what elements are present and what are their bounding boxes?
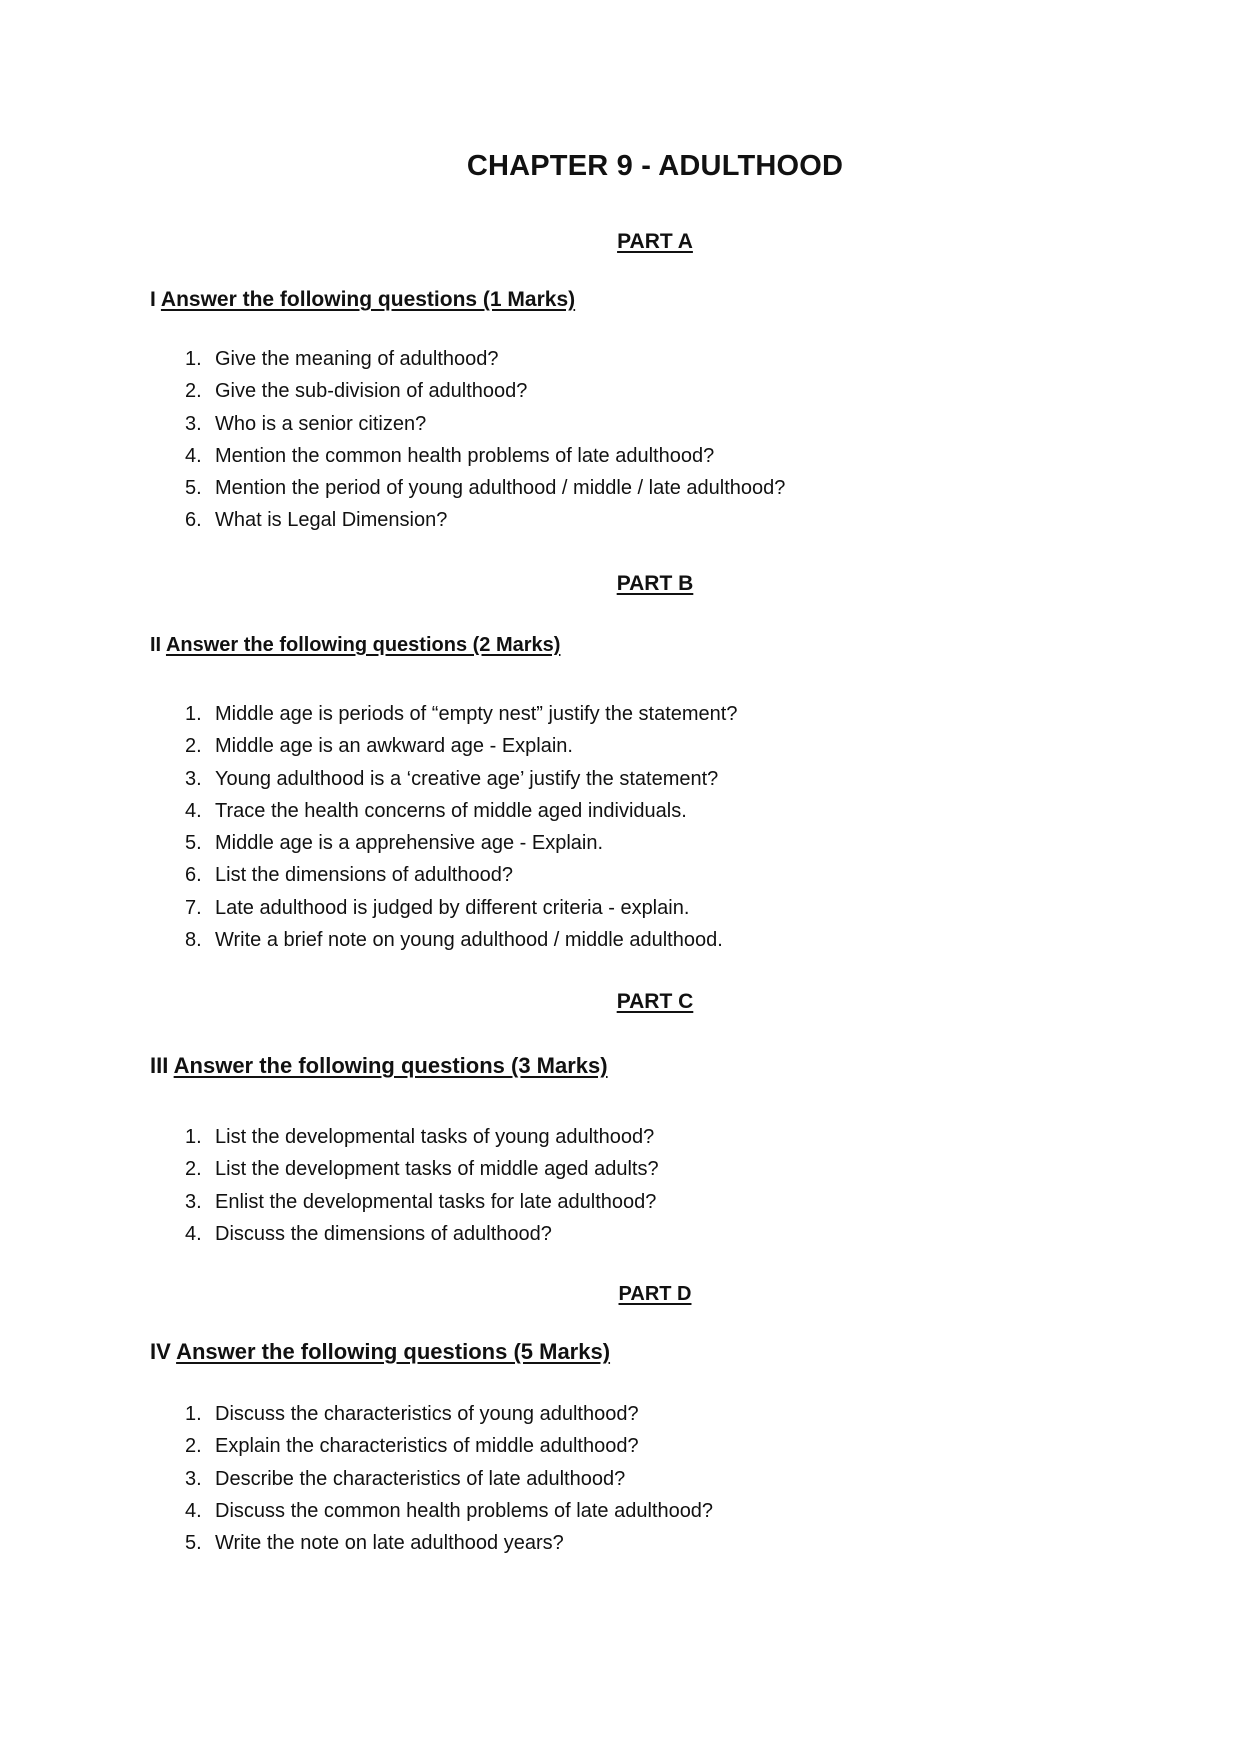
part-c-roman: III — [150, 1053, 169, 1078]
list-item — [185, 1527, 713, 1559]
list-item — [185, 1186, 659, 1218]
item-number: 2. — [185, 380, 202, 403]
list-item — [185, 892, 737, 924]
question-text: Mention the common health problems of late adulthood? — [215, 444, 715, 467]
list-item — [185, 1463, 713, 1495]
part-c-heading: PART C — [616, 990, 694, 1013]
item-number: 4. — [185, 1499, 202, 1522]
question-text: Trace the health concerns of middle aged individuals. — [215, 799, 687, 822]
item-number: 6. — [185, 864, 202, 887]
question-text: List the development tasks of middle aged adults? — [215, 1158, 659, 1181]
list-item — [185, 1495, 713, 1527]
list-item — [185, 859, 737, 891]
item-number: 2. — [185, 735, 202, 758]
question-text: Enlist the developmental tasks for late adulthood? — [215, 1190, 657, 1213]
item-number: 1. — [185, 703, 202, 725]
list-item — [185, 1121, 659, 1153]
part-b-instruction-text: Answer the following questions (2 Marks) — [165, 634, 561, 656]
part-d-instruction-text: Answer the following questions (5 Marks) — [176, 1339, 611, 1364]
list-item — [185, 343, 785, 375]
item-number: 2. — [185, 1435, 202, 1458]
question-text: List the developmental tasks of young adulthood? — [215, 1126, 655, 1148]
question-text: What is Legal Dimension? — [215, 509, 448, 532]
question-text: Explain the characteristics of middle adulthood? — [215, 1435, 639, 1458]
part-a-instruction — [150, 288, 575, 312]
part-a-heading: PART A — [617, 230, 693, 253]
question-text: Young adulthood is a ‘creative age’ justify the statement? — [215, 767, 719, 790]
list-item — [185, 730, 737, 762]
part-a-roman: I — [150, 288, 156, 311]
item-number: 7. — [185, 896, 202, 919]
list-item — [185, 698, 737, 730]
part-b-instruction — [150, 634, 560, 657]
list-item — [185, 1398, 713, 1430]
item-number: 1. — [185, 1126, 202, 1148]
part-b-question-list — [185, 698, 737, 956]
item-number: 4. — [185, 444, 202, 467]
question-text: Mention the period of young adulthood / middle / late adulthood? — [215, 477, 786, 500]
item-number: 3. — [185, 767, 202, 790]
item-number: 4. — [185, 1222, 202, 1245]
list-item — [185, 827, 737, 859]
part-c-question-list — [185, 1121, 659, 1250]
question-text: Who is a senior citizen? — [215, 412, 427, 435]
chapter-title: CHAPTER 9 - ADULTHOOD — [466, 150, 844, 182]
list-item — [185, 795, 737, 827]
item-number: 2. — [185, 1158, 202, 1181]
question-text: Middle age is periods of “empty nest” justify the statement? — [215, 703, 738, 725]
list-item — [185, 472, 785, 504]
item-number: 3. — [185, 1467, 202, 1490]
part-d-roman: IV — [150, 1339, 171, 1364]
item-number: 3. — [185, 412, 202, 435]
item-number: 3. — [185, 1190, 202, 1213]
part-d-heading: PART D — [618, 1283, 692, 1305]
part-b-roman: II — [150, 634, 162, 656]
list-item — [185, 408, 785, 440]
item-number: 1. — [185, 1403, 202, 1425]
part-b-heading: PART B — [616, 572, 694, 595]
question-text: List the dimensions of adulthood? — [215, 864, 513, 887]
item-number: 8. — [185, 929, 202, 952]
question-text: Discuss the dimensions of adulthood? — [215, 1222, 552, 1245]
list-item — [185, 375, 785, 407]
part-d-instruction — [150, 1339, 610, 1365]
list-item — [185, 504, 785, 536]
list-item — [185, 440, 785, 472]
list-item — [185, 1218, 659, 1250]
part-a-question-list — [185, 343, 785, 537]
item-number: 5. — [185, 1532, 202, 1555]
list-item — [185, 924, 737, 956]
item-number: 1. — [185, 348, 202, 370]
part-a-instruction-text: Answer the following questions (1 Marks) — [160, 288, 576, 311]
part-c-instruction-text: Answer the following questions (3 Marks) — [173, 1053, 608, 1078]
question-text: Give the sub-division of adulthood? — [215, 380, 528, 403]
item-number: 4. — [185, 799, 202, 822]
question-text: Middle age is an awkward age - Explain. — [215, 735, 573, 758]
item-number: 5. — [185, 477, 202, 500]
question-text: Late adulthood is judged by different criteria - explain. — [215, 896, 690, 919]
question-text: Write a brief note on young adulthood / middle adulthood. — [215, 929, 723, 952]
part-d-question-list — [185, 1398, 713, 1559]
question-text: Discuss the common health problems of late adulthood? — [215, 1499, 714, 1522]
part-c-instruction — [150, 1053, 608, 1079]
question-text: Describe the characteristics of late adulthood? — [215, 1467, 626, 1490]
item-number: 5. — [185, 832, 202, 855]
list-item — [185, 763, 737, 795]
question-text: Write the note on late adulthood years? — [215, 1532, 564, 1555]
list-item — [185, 1153, 659, 1185]
list-item — [185, 1430, 713, 1462]
question-text: Middle age is a apprehensive age - Explain. — [215, 832, 604, 855]
question-text: Discuss the characteristics of young adulthood? — [215, 1403, 639, 1425]
item-number: 6. — [185, 509, 202, 532]
question-text: Give the meaning of adulthood? — [215, 348, 499, 370]
